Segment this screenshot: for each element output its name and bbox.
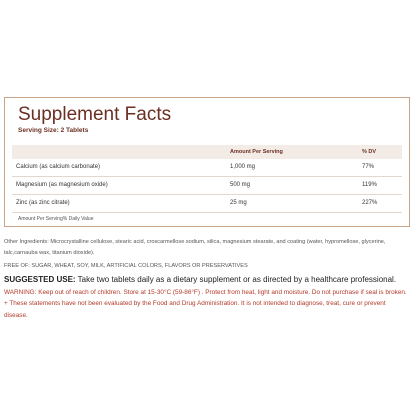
table-row <box>12 195 402 213</box>
suggested-use-text: Take two tablets daily as a dietary supplement or as directed by a healthcare professional. <box>75 275 397 284</box>
warning-text: WARNING: Keep out of reach of children. Store at 15-30°C (59-86°F) . Protect from heat, light and moisture. Do not purchase if seal is broken. + These statements have not been evaluated by the Food and Drug Administration. It is not intended to diagnose, treat, cure or prevent disease. <box>4 289 407 319</box>
nutrient-dv: 119% <box>362 182 377 188</box>
facts-footnote: Amount Per Serving% Daily Value <box>18 216 94 222</box>
table-row <box>12 159 402 177</box>
nutrient-name: Calcium (as calcium carbonate) <box>16 164 101 170</box>
facts-title: Supplement Facts <box>18 104 172 125</box>
suggested-use-label: SUGGESTED USE: <box>4 275 76 284</box>
nutrient-name: Magnesium (as magnesium oxide) <box>16 182 108 188</box>
nutrient-name: Zinc (as zinc citrate) <box>16 200 70 206</box>
table-row <box>12 177 402 195</box>
other-ingredients: Other Ingredients: Microcrystalline cellulose, stearic acid, croscarmellose sodium, silica, magnesium stearate, and coating (water, hypromellose, glycerine, talc,carnauba wax, titanium dioxide). <box>4 239 386 256</box>
serving-size: Serving Size: 2 Tablets <box>18 127 89 134</box>
nutrient-dv: 227% <box>362 200 378 206</box>
free-of-statement: FREE OF: SUGAR, WHEAT, SOY, MILK, ARTIFICIAL COLORS, FLAVORS OR PRESERVATIVES <box>4 263 248 269</box>
nutrient-amount: 1,000 mg <box>230 164 256 170</box>
facts-table <box>12 145 402 213</box>
nutrient-amount: 25 mg <box>230 200 247 206</box>
header-amount: Amount Per Serving <box>230 149 283 155</box>
nutrient-dv: 77% <box>362 164 375 170</box>
nutrient-amount: 500 mg <box>230 182 251 188</box>
facts-table-header <box>12 145 402 159</box>
header-dv: % DV <box>362 149 377 155</box>
suggested-use <box>4 275 410 284</box>
supplement-facts-panel <box>4 97 410 227</box>
